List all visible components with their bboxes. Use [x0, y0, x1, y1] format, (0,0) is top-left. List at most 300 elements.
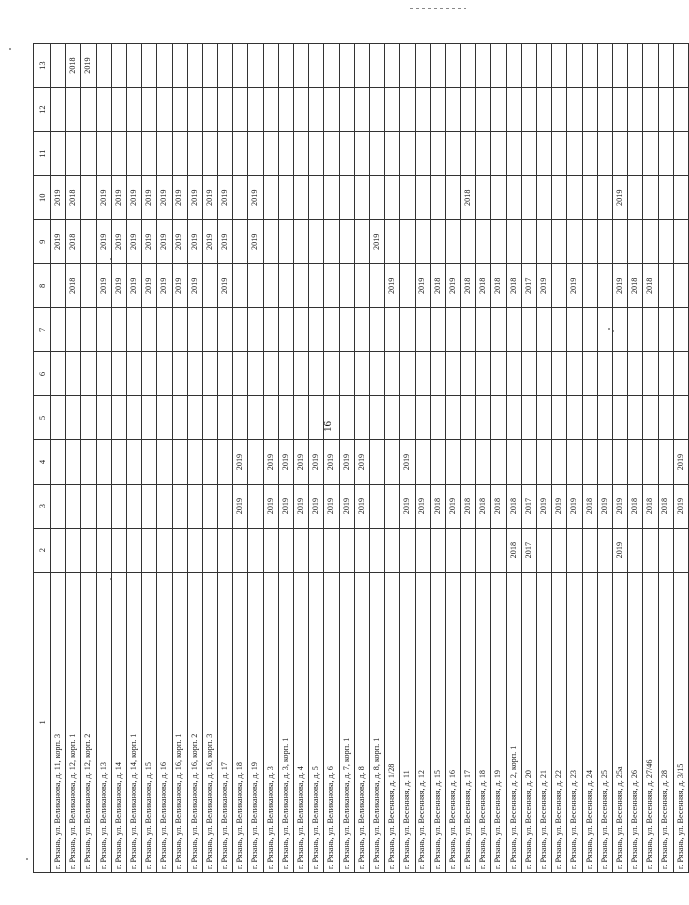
year-cell [628, 396, 643, 440]
year-cell [66, 352, 81, 396]
year-cell: 2019 [400, 440, 415, 484]
year-cell [233, 308, 248, 352]
year-cell [111, 44, 126, 88]
address-cell: г. Рязань, ул. Великанова, д. 15 [142, 572, 157, 872]
year-cell: 2019 [673, 440, 688, 484]
year-cell [233, 352, 248, 396]
year-cell [415, 88, 430, 132]
year-cell [142, 352, 157, 396]
year-cell [612, 308, 627, 352]
year-cell [582, 440, 597, 484]
column-number-cell: 4 [34, 440, 51, 484]
year-cell [354, 44, 369, 88]
year-cell: 2018 [658, 484, 673, 528]
table-row [567, 44, 582, 873]
year-cell [142, 440, 157, 484]
year-cell [582, 264, 597, 308]
year-cell [612, 440, 627, 484]
year-cell [278, 132, 293, 176]
year-cell [96, 88, 111, 132]
year-cell [278, 220, 293, 264]
year-cell [309, 220, 324, 264]
page-number: 16 [322, 421, 334, 432]
year-cell [567, 132, 582, 176]
year-cell [673, 88, 688, 132]
year-cell [628, 176, 643, 220]
year-cell: 2019 [172, 264, 187, 308]
year-cell [126, 44, 141, 88]
year-cell [51, 528, 66, 572]
year-cell [461, 220, 476, 264]
year-cell: 2019 [400, 484, 415, 528]
year-cell [445, 396, 460, 440]
year-cell [385, 440, 400, 484]
year-cell [157, 44, 172, 88]
year-cell: 2019 [218, 264, 233, 308]
year-cell [339, 220, 354, 264]
year-cell: 2018 [66, 44, 81, 88]
year-cell: 2019 [81, 44, 96, 88]
year-cell [309, 308, 324, 352]
year-cell [658, 44, 673, 88]
year-cell [354, 308, 369, 352]
year-cell: 2019 [294, 440, 309, 484]
address-cell: г. Рязань, ул. Весенняя, д. 12 [415, 572, 430, 872]
table-row [521, 44, 536, 873]
column-number-cell: 7 [34, 308, 51, 352]
year-cell: 2018 [491, 484, 506, 528]
year-cell [248, 484, 263, 528]
year-cell [643, 528, 658, 572]
year-cell [202, 396, 217, 440]
year-cell [202, 528, 217, 572]
table-row [400, 44, 415, 873]
year-cell [400, 220, 415, 264]
year-cell [673, 264, 688, 308]
year-cell [263, 88, 278, 132]
year-cell [506, 396, 521, 440]
year-cell: 2019 [142, 264, 157, 308]
year-cell [278, 528, 293, 572]
year-cell [248, 352, 263, 396]
year-cell [445, 88, 460, 132]
table-row [96, 44, 111, 873]
year-cell: 2019 [673, 484, 688, 528]
year-cell [172, 396, 187, 440]
year-cell [248, 44, 263, 88]
year-cell [582, 220, 597, 264]
year-cell [521, 308, 536, 352]
year-cell [369, 484, 384, 528]
year-cell [476, 308, 491, 352]
year-cell [430, 352, 445, 396]
year-cell: 2019 [248, 176, 263, 220]
year-cell [309, 44, 324, 88]
year-cell [552, 264, 567, 308]
year-cell [582, 44, 597, 88]
year-cell: 2019 [597, 484, 612, 528]
year-cell [294, 528, 309, 572]
year-cell [597, 440, 612, 484]
address-cell: г. Рязань, ул. Весенняя, д. 20 [521, 572, 536, 872]
year-cell [612, 132, 627, 176]
year-cell [415, 396, 430, 440]
address-cell: г. Рязань, ул. Великанова, д. 16 [157, 572, 172, 872]
address-cell: г. Рязань, ул. Весенняя, д. 21 [537, 572, 552, 872]
table-row [248, 44, 263, 873]
year-cell [111, 308, 126, 352]
year-cell [400, 352, 415, 396]
year-cell: 2019 [567, 484, 582, 528]
year-cell: 2019 [612, 484, 627, 528]
year-cell [339, 396, 354, 440]
year-cell [658, 264, 673, 308]
year-cell [187, 484, 202, 528]
year-cell [658, 88, 673, 132]
year-cell [385, 132, 400, 176]
year-cell [612, 88, 627, 132]
table-row [263, 44, 278, 873]
year-cell [445, 352, 460, 396]
year-cell [643, 44, 658, 88]
year-cell: 2019 [187, 264, 202, 308]
year-cell [111, 396, 126, 440]
year-cell [491, 396, 506, 440]
table-row [385, 44, 400, 873]
year-cell [597, 132, 612, 176]
year-cell [172, 88, 187, 132]
year-cell [415, 308, 430, 352]
year-cell: 2019 [369, 220, 384, 264]
address-cell: г. Рязань, ул. Весенняя, д. 2, корп. 1 [506, 572, 521, 872]
year-cell [81, 220, 96, 264]
year-cell [673, 44, 688, 88]
year-cell [643, 308, 658, 352]
year-cell [202, 88, 217, 132]
table-row [597, 44, 612, 873]
year-cell [202, 352, 217, 396]
year-cell: 2018 [506, 264, 521, 308]
year-cell [369, 440, 384, 484]
year-cell [476, 528, 491, 572]
year-cell: 2019 [126, 220, 141, 264]
year-cell: 2019 [445, 484, 460, 528]
year-cell [612, 44, 627, 88]
address-cell: г. Рязань, ул. Великанова, д. 13 [96, 572, 111, 872]
year-cell [643, 396, 658, 440]
year-cell [461, 132, 476, 176]
year-cell [658, 308, 673, 352]
year-cell [172, 44, 187, 88]
address-cell: г. Рязань, ул. Весенняя, д. 1/28 [385, 572, 400, 872]
year-cell: 2019 [142, 220, 157, 264]
year-cell: 2018 [66, 220, 81, 264]
year-cell: 2019 [202, 176, 217, 220]
year-cell: 2019 [51, 176, 66, 220]
year-cell [400, 176, 415, 220]
year-cell [218, 44, 233, 88]
column-number-cell: 13 [34, 44, 51, 88]
year-cell [354, 220, 369, 264]
year-cell: 2019 [537, 484, 552, 528]
year-cell [339, 44, 354, 88]
address-cell: г. Рязань, ул. Весенняя, д. 23 [567, 572, 582, 872]
address-cell: г. Рязань, ул. Весенняя, д. 15 [430, 572, 445, 872]
year-cell [96, 528, 111, 572]
year-cell [126, 132, 141, 176]
year-cell [142, 396, 157, 440]
year-cell: 2018 [66, 264, 81, 308]
year-cell [111, 132, 126, 176]
table-row [126, 44, 141, 873]
year-cell [445, 528, 460, 572]
year-cell [385, 528, 400, 572]
year-cell [552, 308, 567, 352]
year-cell: 2019 [537, 264, 552, 308]
year-cell [294, 396, 309, 440]
year-cell [628, 220, 643, 264]
address-cell: г. Рязань, ул. Весенняя, д. 26 [628, 572, 643, 872]
year-cell [51, 484, 66, 528]
year-cell [218, 308, 233, 352]
year-cell [369, 132, 384, 176]
year-cell: 2018 [628, 484, 643, 528]
year-cell [567, 44, 582, 88]
year-cell [81, 528, 96, 572]
year-cell [324, 264, 339, 308]
year-cell [309, 88, 324, 132]
year-cell [51, 88, 66, 132]
year-cell [567, 176, 582, 220]
year-cell [582, 132, 597, 176]
year-cell [218, 352, 233, 396]
address-cell: г. Рязань, ул. Весенняя, д. 27/46 [643, 572, 658, 872]
year-cell: 2017 [521, 264, 536, 308]
year-cell [187, 528, 202, 572]
year-cell: 2018 [628, 264, 643, 308]
year-cell [673, 352, 688, 396]
year-cell [552, 176, 567, 220]
year-cell [263, 176, 278, 220]
address-cell: г. Рязань, ул. Великанова, д. 6 [324, 572, 339, 872]
year-cell [187, 352, 202, 396]
year-cell [430, 308, 445, 352]
year-cell [354, 528, 369, 572]
year-cell [537, 308, 552, 352]
year-cell [66, 440, 81, 484]
year-cell: 2019 [248, 220, 263, 264]
year-cell [385, 484, 400, 528]
year-cell [51, 352, 66, 396]
year-cell [643, 352, 658, 396]
year-cell [339, 308, 354, 352]
year-cell [233, 528, 248, 572]
year-cell [552, 440, 567, 484]
year-cell [233, 176, 248, 220]
year-cell: 2019 [309, 484, 324, 528]
year-cell: 2019 [157, 220, 172, 264]
year-cell [491, 352, 506, 396]
year-cell [491, 308, 506, 352]
year-cell [142, 132, 157, 176]
year-cell [567, 220, 582, 264]
year-cell [400, 308, 415, 352]
address-cell: г. Рязань, ул. Великанова, д. 12, корп. 2 [81, 572, 96, 872]
year-cell [369, 352, 384, 396]
year-cell [582, 528, 597, 572]
year-cell [521, 440, 536, 484]
year-cell: 2019 [96, 176, 111, 220]
year-cell [673, 528, 688, 572]
year-cell [218, 396, 233, 440]
year-cell [612, 220, 627, 264]
year-cell: 2018 [582, 484, 597, 528]
year-cell [506, 440, 521, 484]
year-cell: 2019 [233, 440, 248, 484]
year-cell [521, 176, 536, 220]
year-cell [233, 264, 248, 308]
year-cell [263, 352, 278, 396]
year-cell [157, 308, 172, 352]
year-cell [218, 528, 233, 572]
year-cell [506, 176, 521, 220]
year-cell [218, 484, 233, 528]
year-cell [172, 484, 187, 528]
year-cell: 2019 [263, 440, 278, 484]
year-cell [218, 440, 233, 484]
year-cell [658, 176, 673, 220]
year-cell [658, 132, 673, 176]
year-cell [597, 264, 612, 308]
year-cell [96, 396, 111, 440]
year-cell [278, 308, 293, 352]
year-cell [415, 440, 430, 484]
year-cell [567, 396, 582, 440]
year-cell [491, 176, 506, 220]
year-cell: 2019 [354, 440, 369, 484]
year-cell [278, 44, 293, 88]
year-cell [552, 220, 567, 264]
year-cell [66, 484, 81, 528]
year-cell [537, 88, 552, 132]
year-cell [445, 132, 460, 176]
year-cell [66, 528, 81, 572]
year-cell [461, 352, 476, 396]
year-cell: 2019 [157, 264, 172, 308]
year-cell: 2019 [278, 484, 293, 528]
year-cell [81, 352, 96, 396]
year-cell [552, 88, 567, 132]
schedule-table [33, 43, 689, 873]
year-cell [81, 132, 96, 176]
scan-artifact [410, 8, 466, 9]
year-cell [552, 528, 567, 572]
year-cell [354, 176, 369, 220]
year-cell [172, 132, 187, 176]
year-cell [294, 220, 309, 264]
year-cell [233, 44, 248, 88]
year-cell [309, 352, 324, 396]
year-cell [430, 220, 445, 264]
year-cell [111, 88, 126, 132]
address-cell: г. Рязань, ул. Весенняя, д. 24 [582, 572, 597, 872]
year-cell: 2019 [142, 176, 157, 220]
year-cell: 2019 [324, 484, 339, 528]
year-cell [218, 132, 233, 176]
year-cell [476, 352, 491, 396]
year-cell [415, 528, 430, 572]
address-cell: г. Рязань, ул. Великанова, д. 8, корп. 1 [369, 572, 384, 872]
year-cell [354, 88, 369, 132]
year-cell [400, 44, 415, 88]
year-cell [81, 440, 96, 484]
year-cell [81, 396, 96, 440]
year-cell [628, 88, 643, 132]
year-cell: 2018 [430, 484, 445, 528]
year-cell [430, 440, 445, 484]
year-cell [187, 440, 202, 484]
year-cell [400, 264, 415, 308]
year-cell: 2018 [461, 264, 476, 308]
table-row [552, 44, 567, 873]
year-cell [567, 352, 582, 396]
scan-speck [9, 48, 11, 50]
year-cell [658, 396, 673, 440]
year-cell [172, 352, 187, 396]
year-cell [430, 176, 445, 220]
year-cell [597, 528, 612, 572]
year-cell [400, 396, 415, 440]
year-cell [66, 88, 81, 132]
column-number-cell: 1 [34, 572, 51, 872]
year-cell: 2019 [96, 220, 111, 264]
year-cell [658, 440, 673, 484]
year-cell [415, 44, 430, 88]
year-cell [96, 132, 111, 176]
year-cell [643, 220, 658, 264]
year-cell [263, 264, 278, 308]
year-cell [552, 352, 567, 396]
year-cell [476, 132, 491, 176]
table-row [51, 44, 66, 873]
year-cell: 2019 [294, 484, 309, 528]
year-cell [248, 132, 263, 176]
year-cell [172, 528, 187, 572]
year-cell [506, 132, 521, 176]
year-cell: 2017 [521, 484, 536, 528]
year-cell [461, 396, 476, 440]
year-cell [96, 44, 111, 88]
address-cell: г. Рязань, ул. Великанова, д. 3 [263, 572, 278, 872]
year-cell [142, 528, 157, 572]
address-cell: г. Рязань, ул. Великанова, д. 5 [309, 572, 324, 872]
year-cell: 2019 [278, 440, 293, 484]
year-cell: 2019 [96, 264, 111, 308]
year-cell: 2019 [385, 264, 400, 308]
year-cell [111, 352, 126, 396]
year-cell [187, 88, 202, 132]
year-cell [445, 176, 460, 220]
year-cell [445, 308, 460, 352]
address-cell: г. Рязань, ул. Весенняя, д. 11 [400, 572, 415, 872]
year-cell [142, 44, 157, 88]
year-cell [248, 440, 263, 484]
year-cell [461, 88, 476, 132]
address-cell: г. Рязань, ул. Великанова, д. 7, корп. 1 [339, 572, 354, 872]
year-cell [96, 308, 111, 352]
year-cell [126, 528, 141, 572]
year-cell: 2018 [461, 176, 476, 220]
